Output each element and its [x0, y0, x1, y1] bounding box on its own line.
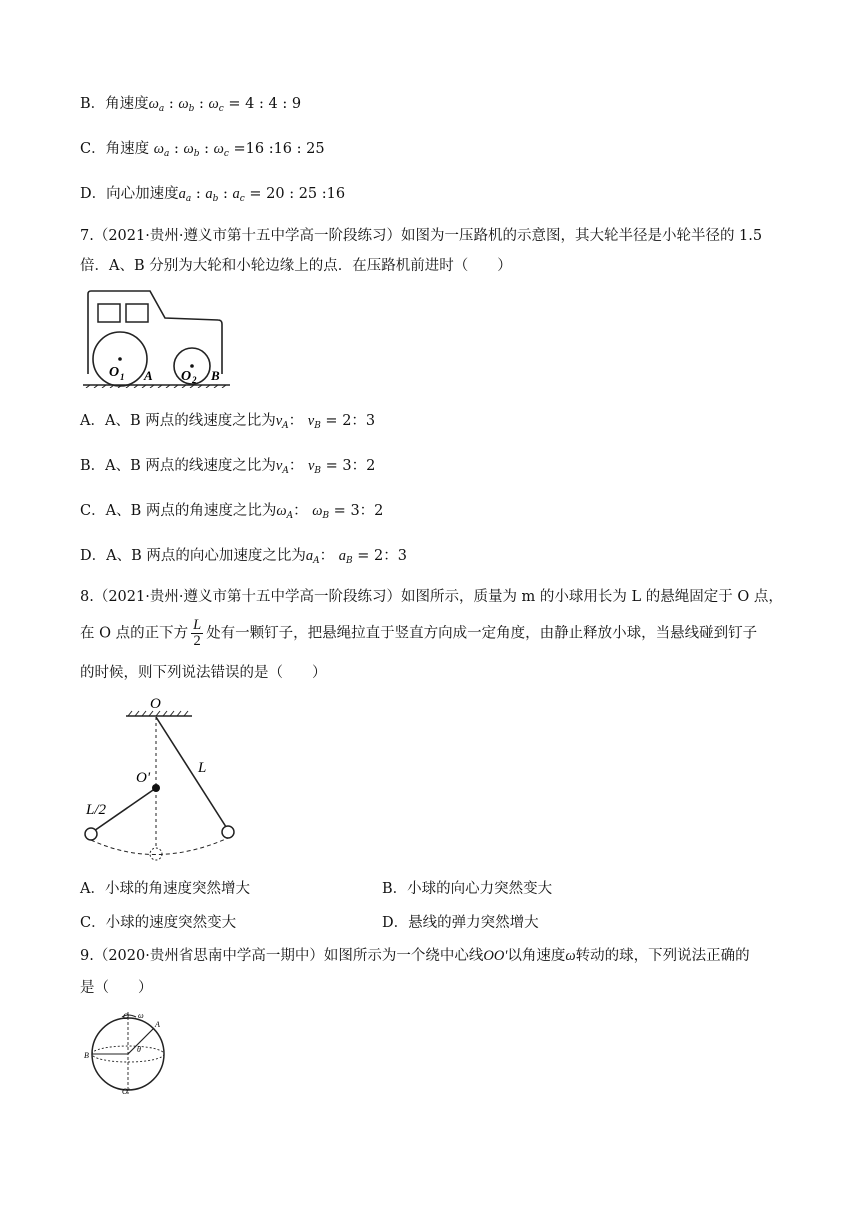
- q6-option-d: [80, 183, 345, 210]
- label-o: O: [123, 1012, 129, 1021]
- sep: ：: [293, 503, 313, 519]
- sub: b: [212, 194, 219, 204]
- sep: :: [169, 141, 184, 157]
- q8-option-b: B．小球的向心力突然变大: [382, 881, 553, 897]
- axis-oo-prime: OO': [483, 948, 508, 964]
- label-a: A: [155, 1020, 160, 1029]
- q8-option-d: D．悬线的弹力突然增大: [382, 915, 539, 931]
- q7-option-a: [80, 410, 375, 437]
- q8-option-c: C．小球的速度突然变大: [80, 915, 237, 931]
- q9-stem-line2: 是（ ）: [80, 980, 153, 996]
- string-l: [156, 717, 228, 830]
- q7-stem-line1: 7.（2021·贵州·遵义市第十五中学高一阶段练习）如图为一压路机的示意图，其大轮半径是小轮半径的 1.5: [80, 228, 763, 244]
- center-o1: [118, 357, 122, 361]
- omega-a: ω: [148, 96, 159, 112]
- option-label: C．角速度: [80, 141, 154, 157]
- text: 转动的球，下列说法正确的: [575, 948, 750, 964]
- sub: B: [322, 511, 330, 521]
- label-o2-sub: 2: [192, 375, 197, 385]
- sphere-figure: [82, 1008, 174, 1098]
- text: 在 O 点的正下方: [80, 625, 189, 642]
- q6-option-b: [80, 93, 301, 120]
- q7-stem-line2: 倍．A、B 分别为大轮和小轮边缘上的点．在压路机前进时（ ）: [80, 258, 512, 274]
- var: a: [305, 548, 314, 564]
- ratio: = 2：3: [352, 548, 407, 564]
- var: v: [307, 458, 315, 474]
- sub: a: [185, 194, 192, 204]
- sub: a: [158, 104, 165, 114]
- sub: B: [314, 466, 321, 476]
- var: ω: [312, 503, 323, 519]
- sep: :: [218, 186, 233, 202]
- ratio: = 2：3: [320, 413, 376, 429]
- text: 9.（2020·贵州省思南中学高一期中）如图所示为一个绕中心线: [80, 948, 484, 964]
- var: ω: [276, 503, 287, 519]
- sep: :: [199, 141, 214, 157]
- ball-right: [222, 826, 234, 838]
- ratio: = 4 : 4 : 9: [223, 96, 302, 112]
- sub: B: [314, 421, 321, 431]
- omega-b: ω: [178, 96, 189, 112]
- road-roller-figure: [80, 288, 240, 392]
- sep: ：: [288, 413, 308, 429]
- pendulum-diagram: [80, 692, 250, 867]
- label-o-prime: O': [122, 1087, 130, 1094]
- sub: b: [193, 149, 200, 159]
- sep: :: [191, 186, 206, 202]
- option-label: B．A、B 两点的线速度之比为: [80, 458, 276, 474]
- label-o: O: [150, 696, 161, 712]
- label-b: B: [84, 1051, 89, 1060]
- label-o1: O: [109, 365, 120, 380]
- ratio: =16 :16 : 25: [228, 141, 325, 157]
- label-o-prime: O': [136, 770, 151, 786]
- sub: A: [286, 511, 294, 521]
- sub: c: [218, 104, 224, 114]
- omega-c: ω: [213, 141, 224, 157]
- fraction-l-over-2: [191, 618, 203, 649]
- var: v: [275, 413, 283, 429]
- accel-c: a: [232, 186, 240, 202]
- center-o2: [190, 364, 194, 368]
- ratio: = 20 : 25 :16: [244, 186, 346, 202]
- sep: :: [194, 96, 209, 112]
- fraction-denominator: 2: [193, 633, 201, 649]
- sub: c: [223, 149, 229, 159]
- var: v: [307, 413, 315, 429]
- sub: A: [282, 466, 289, 476]
- var: a: [338, 548, 346, 564]
- q7-option-d: [80, 545, 407, 572]
- q8-stem-line3: 的时候，则下列说法错误的是（ ）: [80, 665, 327, 681]
- sub: A: [282, 421, 289, 431]
- option-label: D．A、B 两点的向心加速度之比为: [80, 548, 306, 564]
- label-l-half: L/2: [86, 802, 107, 818]
- var: v: [275, 458, 283, 474]
- omega-a: ω: [153, 141, 164, 157]
- label-o1-sub: 1: [120, 372, 125, 382]
- sep: :: [164, 96, 179, 112]
- road-roller-diagram: [80, 288, 240, 388]
- sub: B: [345, 556, 353, 566]
- option-label: B．角速度: [80, 96, 149, 112]
- label-theta: θ: [137, 1045, 141, 1054]
- sep: ：: [319, 548, 339, 564]
- q8-option-a: A．小球的角速度突然增大: [80, 881, 250, 897]
- label-o2: O: [181, 369, 192, 384]
- label-omega: ω: [138, 1011, 144, 1020]
- accel-a: a: [178, 186, 186, 202]
- q8-stem-line1: 8.（2021·贵州·遵义市第十五中学高一阶段练习）如图所示，质量为 m 的小球用长为 L 的悬绳固定于 O 点，: [80, 589, 783, 605]
- text: 处有一颗钉子，把悬绳拉直于竖直方向成一定角度，由静止释放小球，当悬线碰到钉子: [206, 625, 758, 642]
- label-l: L: [198, 760, 207, 776]
- omega-b: ω: [183, 141, 194, 157]
- q9-stem-line1: [80, 945, 750, 967]
- window-right: [126, 304, 148, 322]
- q8-stem-line2: [80, 618, 757, 649]
- sphere-diagram: [82, 1008, 174, 1094]
- window-left: [98, 304, 120, 322]
- omega: ω: [565, 948, 576, 964]
- sub: c: [239, 194, 245, 204]
- q7-option-c: [80, 500, 383, 527]
- q7-option-b: [80, 455, 375, 482]
- sub: A: [313, 556, 320, 566]
- sep: ：: [288, 458, 308, 474]
- option-label: C．A、B 两点的角速度之比为: [80, 503, 277, 519]
- ratio: = 3：2: [321, 458, 376, 474]
- ratio: = 3：2: [329, 503, 384, 519]
- pendulum-figure: [80, 692, 250, 871]
- nail: [152, 784, 160, 792]
- omega-c: ω: [208, 96, 219, 112]
- q6-option-c: [80, 138, 325, 165]
- ball-left: [85, 828, 97, 840]
- fraction-numerator: L: [193, 617, 202, 633]
- radius-to-a: [128, 1028, 154, 1054]
- sub: a: [163, 149, 170, 159]
- label-a: A: [144, 368, 153, 383]
- label-b: B: [211, 368, 220, 383]
- text: 以角速度: [507, 948, 566, 964]
- option-label: A．A、B 两点的线速度之比为: [80, 413, 276, 429]
- accel-b: a: [205, 186, 213, 202]
- sub: b: [188, 104, 195, 114]
- option-label: D．向心加速度: [80, 186, 179, 202]
